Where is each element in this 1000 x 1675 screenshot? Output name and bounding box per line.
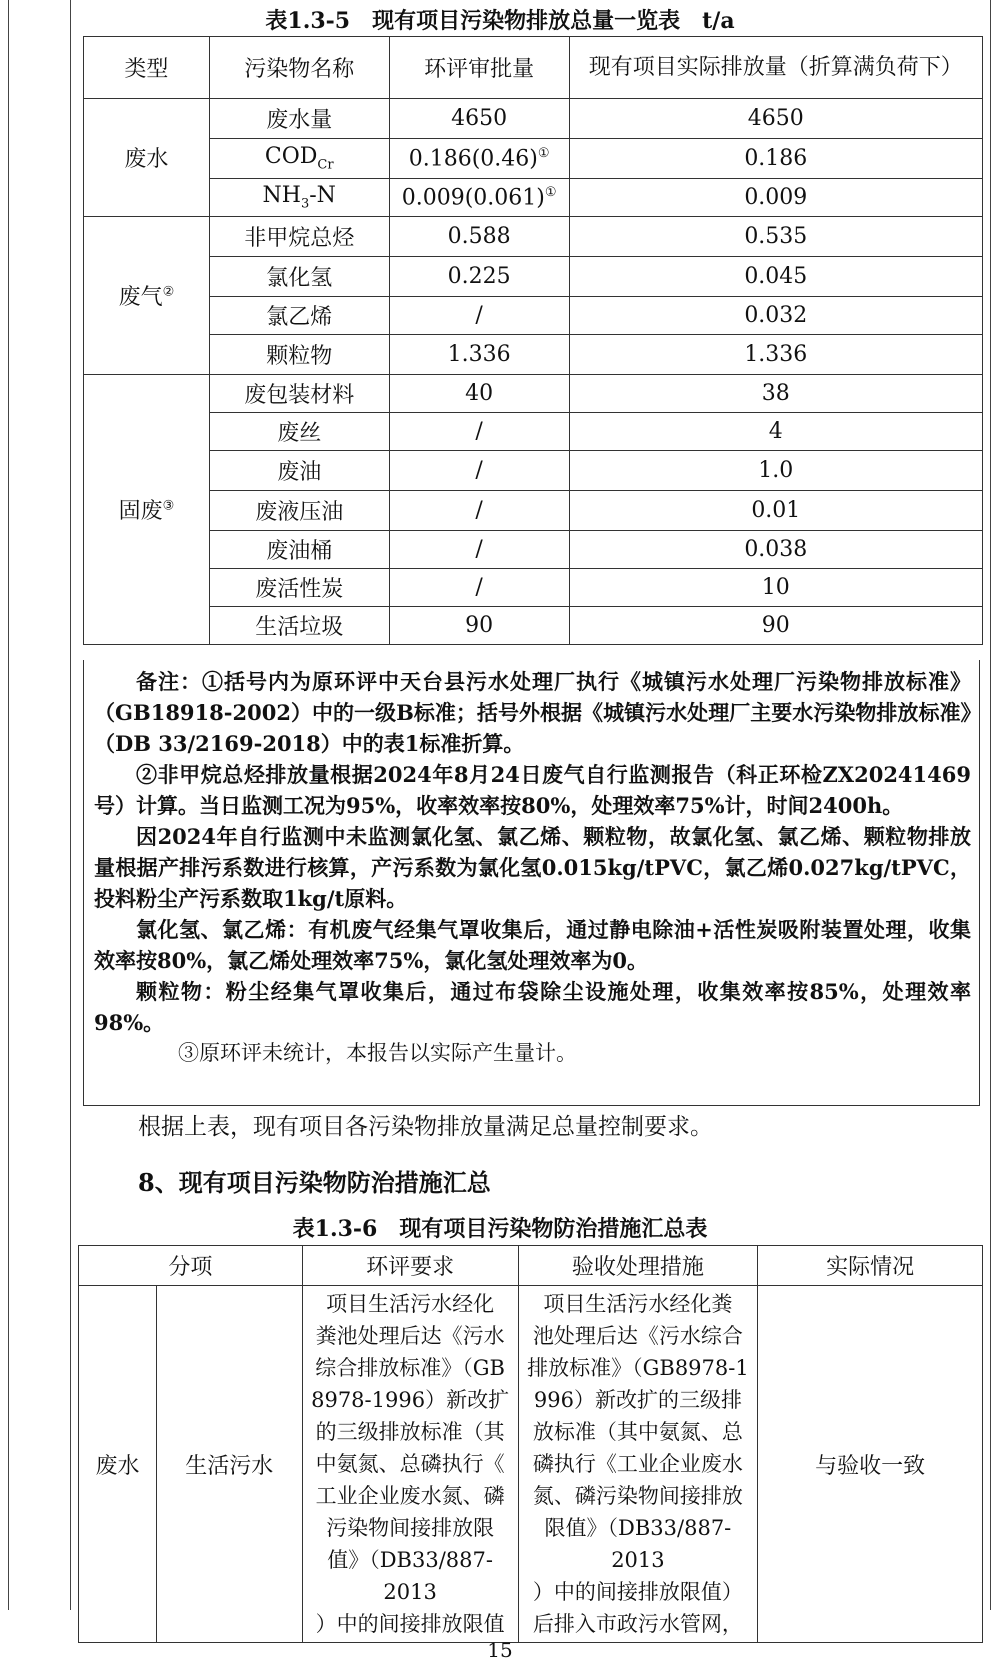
acceptance-cell: [518, 1286, 758, 1643]
note-paragraph: 颗粒物：粉尘经集气罩收集后，通过布袋除尘设施处理，收集效率按85%，处理效率98%。: [94, 979, 971, 1035]
header-actual: 现有项目实际排放量（折算满负荷下）: [569, 37, 982, 99]
header-requirement: 环评要求: [302, 1246, 518, 1286]
actual-value: 0.045: [569, 257, 982, 297]
approved-value: /: [389, 451, 569, 491]
page-frame-inner-left: [70, 0, 71, 1610]
pollutant-name: 废丝: [209, 413, 389, 451]
approved-value: /: [389, 531, 569, 569]
header-acceptance: 验收处理措施: [518, 1246, 758, 1286]
table-row: [84, 375, 983, 413]
pollutant-name: 氯化氢: [209, 257, 389, 297]
cell-line: 后排入市政污水管网，: [532, 1612, 743, 1636]
cell-line: 限值》（DB33/887-2013: [544, 1516, 732, 1572]
pollutant-name: 废油: [209, 451, 389, 491]
cell-line: 8978-1996）新改扩: [311, 1388, 510, 1412]
page-frame-left: [8, 0, 9, 1610]
table-row: [84, 413, 983, 451]
cell-line: ）中的间接排放限值）: [532, 1580, 743, 1604]
cell-line: 中氨氮、总磷执行《: [315, 1452, 505, 1476]
cell-line: 池处理后达《污水综合: [532, 1324, 743, 1348]
actual-value: 4: [569, 413, 982, 451]
table-row: [84, 569, 983, 607]
cell-line: 综合排放标准》（GB: [315, 1356, 505, 1380]
cell-line: ）中的间接排放限值: [315, 1612, 505, 1636]
approved-value: /: [389, 413, 569, 451]
table-row: [84, 297, 983, 335]
cell-line: 项目生活污水经化粪: [543, 1292, 733, 1316]
approved-value: 1.336: [389, 335, 569, 375]
actual-value: 0.038: [569, 531, 982, 569]
actual-value: 0.186: [569, 139, 982, 179]
cell-line: 工业企业废水氮、磷: [315, 1484, 505, 1508]
page-frame-right: [990, 0, 991, 1610]
actual-value: 0.032: [569, 297, 982, 335]
note-paragraph: ③原环评未统计，本报告以实际产生量计。: [178, 1041, 577, 1065]
actual-value: 4650: [569, 99, 982, 139]
header-type: 类型: [84, 37, 210, 99]
pollutant-name: 废油桶: [209, 531, 389, 569]
note-paragraph: 备注：①括号内为原环评中天台县污水处理厂执行《城镇污水处理厂污染物排放标准》（GB18918-2002）中的一级B标准；括号外根据《城镇污水处理厂主要水污染物排放标准》（DB 33/2169-2018）中的表1标准折算。: [94, 669, 971, 756]
actual-value: 0.535: [569, 217, 982, 257]
cell-line: 氮、磷污染物间接排放: [532, 1484, 743, 1508]
header-pollutant: 污染物名称: [209, 37, 389, 99]
approved-value: 4650: [389, 99, 569, 139]
actual-value: 38: [569, 375, 982, 413]
pollutant-name: 氯乙烯: [209, 297, 389, 335]
approved-value: /: [389, 569, 569, 607]
approved-value: 0.225: [389, 257, 569, 297]
category-cell: 废水: [79, 1286, 157, 1643]
table-header-row: [84, 37, 983, 99]
requirement-text: [303, 1286, 518, 1642]
pollutant-name: 生活垃圾: [209, 607, 389, 645]
pollutant-name: 非甲烷总烃: [209, 217, 389, 257]
actual-value: 1.336: [569, 335, 982, 375]
table-row: [84, 139, 983, 179]
approved-value: 0.588: [389, 217, 569, 257]
table-row: [84, 99, 983, 139]
table-header-row: [79, 1246, 983, 1286]
header-approved: 环评审批量: [389, 37, 569, 99]
cell-line: 996）新改扩的三级排: [533, 1388, 742, 1412]
pollutant-name: 颗粒物: [209, 335, 389, 375]
approved-value: 90: [389, 607, 569, 645]
note-paragraph: 因2024年自行监测中未监测氯化氢、氯乙烯、颗粒物，故氯化氢、氯乙烯、颗粒物排放量根据产排污系数进行核算，产污系数为氯化氢0.015kg/tPVC，氯乙烯0.027kg/tPVC，投料粉尘产污系数取1kg/t原料。: [94, 824, 971, 911]
table-row: [79, 1286, 983, 1643]
approved-value: /: [389, 297, 569, 335]
cell-line: 粪池处理后达《污水: [315, 1324, 505, 1348]
approved-value: 0.186(0.46)①: [389, 139, 569, 179]
control-measures-table: [78, 1245, 983, 1643]
table-row: [84, 217, 983, 257]
group-gas: 废气②: [84, 217, 210, 375]
group-water: 废水: [84, 99, 210, 217]
cell-line: 放标准（其中氨氮、总: [532, 1420, 743, 1444]
header-category: 分项: [79, 1246, 303, 1286]
actual-cell: 与验收一致: [758, 1286, 983, 1643]
section-heading: 8、现有项目污染物防治措施汇总: [138, 1168, 491, 1197]
table-row: [84, 257, 983, 297]
pollutant-name: $COD_{Cr}$: [209, 139, 389, 179]
approved-value: 40: [389, 375, 569, 413]
note-paragraph: 氯化氢、氯乙烯：有机废气经集气罩收集后，通过静电除油+活性炭吸附装置处理，收集效率按80%，氯乙烯处理效率75%，氯化氢处理效率为0。: [94, 917, 971, 973]
group-solid: 固废③: [84, 375, 210, 645]
item-cell: 生活污水: [156, 1286, 302, 1643]
pollutant-name: $NH_3-N$: [209, 179, 389, 217]
table-row: [84, 179, 983, 217]
actual-value: 90: [569, 607, 982, 645]
cell-line: 排放标准》（GB8978-1: [527, 1356, 749, 1380]
actual-value: 0.01: [569, 491, 982, 531]
table-row: [84, 607, 983, 645]
table-row: [84, 335, 983, 375]
requirement-cell: [302, 1286, 518, 1643]
approved-value: 0.009(0.061)①: [389, 179, 569, 217]
pollutant-name: 废水量: [209, 99, 389, 139]
cell-line: 值》（DB33/887-2013: [327, 1548, 493, 1604]
actual-value: 0.009: [569, 179, 982, 217]
emission-total-table: [83, 36, 983, 645]
acceptance-text: [519, 1286, 758, 1642]
approved-value: /: [389, 491, 569, 531]
actual-value: 1.0: [569, 451, 982, 491]
cell-line: 的三级排放标准（其: [315, 1420, 505, 1444]
header-actual: 实际情况: [758, 1246, 983, 1286]
page-number: 15: [487, 1638, 513, 1662]
table-row: [84, 531, 983, 569]
actual-value: 10: [569, 569, 982, 607]
cell-line: 磷执行《工业企业废水: [532, 1452, 743, 1476]
table-row: [84, 491, 983, 531]
pollutant-name: 废包装材料: [209, 375, 389, 413]
body-paragraph: 根据上表，现有项目各污染物排放量满足总量控制要求。: [138, 1114, 713, 1140]
note-paragraph: ②非甲烷总烃排放量根据2024年8月24日废气自行监测报告（科正环检ZX20241469号）计算。当日监测工况为95%，收率效率按80%，处理效率75%计，时间2400h。: [94, 762, 971, 818]
pollutant-name: 废液压油: [209, 491, 389, 531]
cell-line: 项目生活污水经化: [326, 1292, 495, 1316]
table5-notes: [83, 660, 980, 1106]
table-row: [84, 451, 983, 491]
table5-caption: 表1.3-5 现有项目污染物排放总量一览表 t/a: [265, 8, 735, 34]
pollutant-name: 废活性炭: [209, 569, 389, 607]
table6-caption: 表1.3-6 现有项目污染物防治措施汇总表: [292, 1216, 708, 1242]
cell-line: 污染物间接排放限: [326, 1516, 495, 1540]
